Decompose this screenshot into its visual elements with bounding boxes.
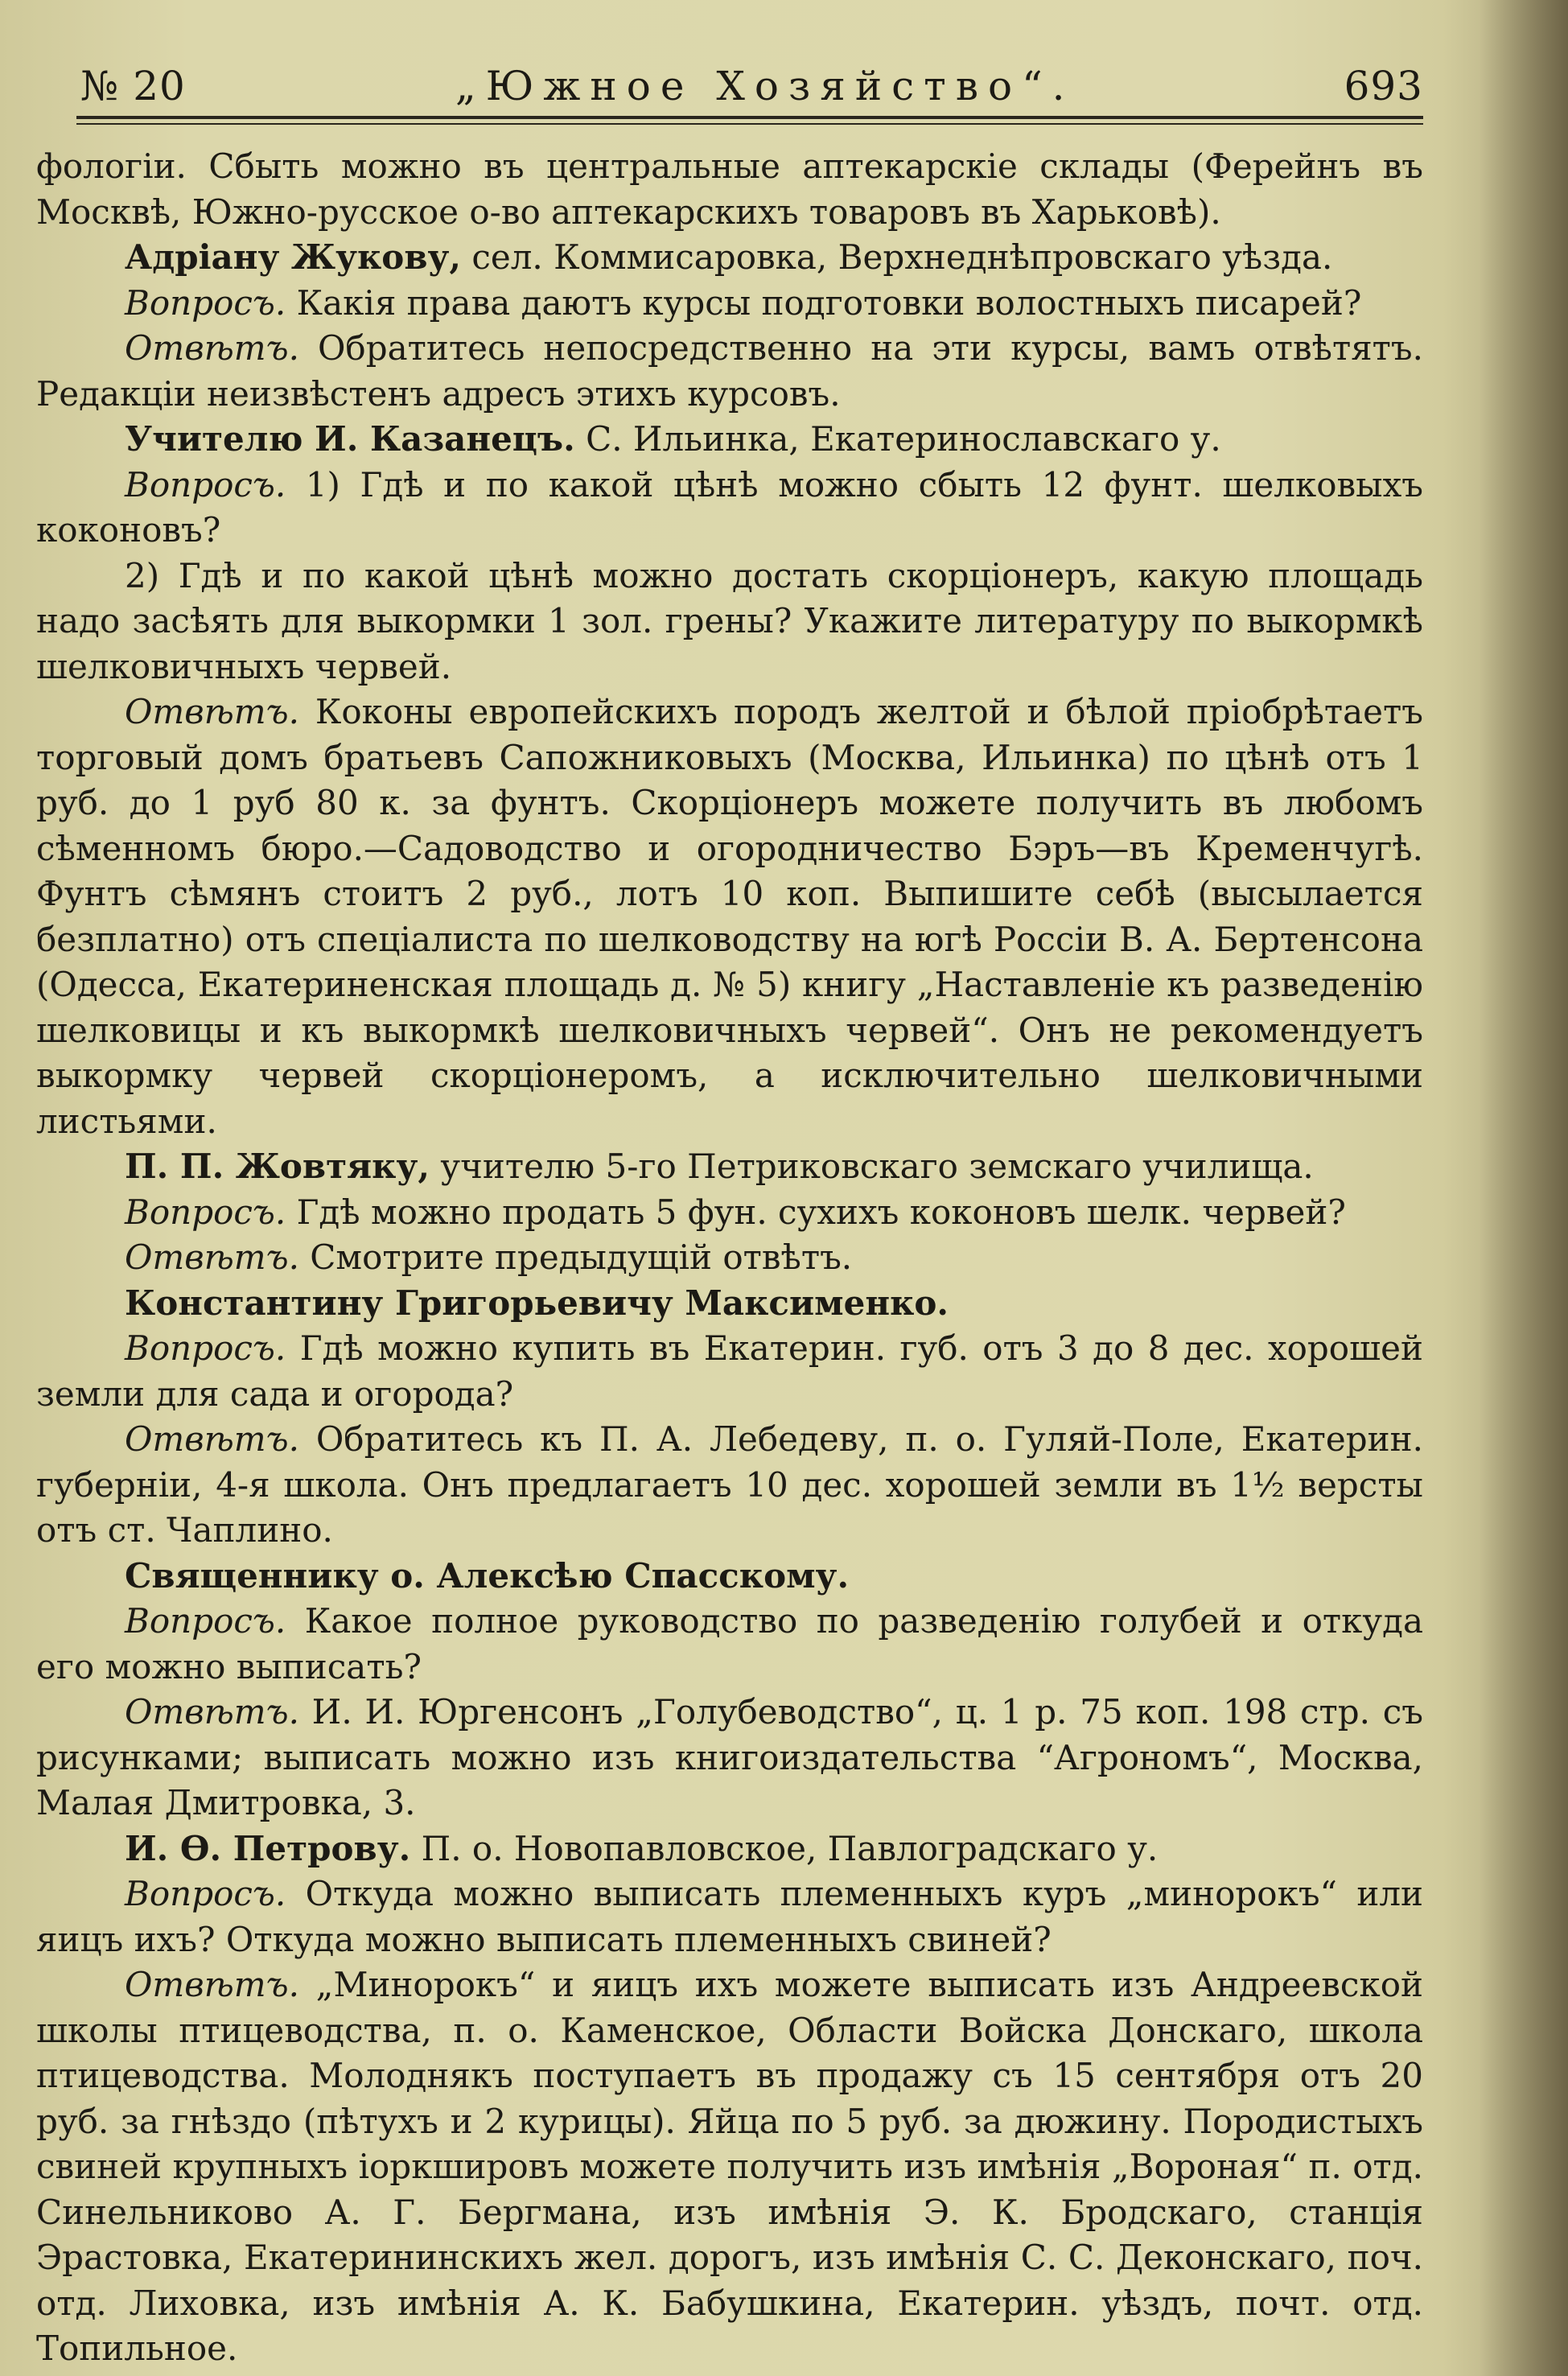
paragraph (36, 1235, 1423, 1281)
page-header (36, 63, 1423, 109)
addressee-name: Адріану Жукову, (125, 237, 462, 277)
qa-label: Вопросъ. (125, 1328, 286, 1368)
paragraph-text: Обратитесь непосредственно на эти курсы, вамъ отвѣтятъ. Редакціи неизвѣстенъ адресъ этихъ курсовъ. (36, 328, 1423, 414)
qa-label: Вопросъ. (125, 464, 286, 504)
paragraph (36, 1599, 1423, 1690)
addressee-name: Священнику о. Алексѣю Спасскому. (125, 1555, 850, 1596)
header-rule-thin (76, 123, 1423, 125)
paragraph-text: Какое полное руководство по разведенію голубей и откуда его можно выписать? (36, 1601, 1423, 1686)
addressee-name: И. Ѳ. Петрову. (125, 1828, 411, 1868)
page-number: 693 (1344, 63, 1423, 109)
qa-label: Отвѣтъ. (125, 1692, 299, 1732)
paragraph-text: С. Ильинка, Екатеринославскаго у. (574, 419, 1221, 459)
page-edge-shadow (1480, 0, 1568, 2376)
paragraph (36, 1554, 1423, 1600)
qa-label: Отвѣтъ. (125, 1965, 299, 2004)
paragraph (36, 1190, 1423, 1236)
qa-label: Вопросъ. (125, 1874, 286, 1913)
paragraph (36, 690, 1423, 1144)
header-rule (76, 116, 1423, 119)
addressee-name: П. П. Жовтяку, (125, 1147, 430, 1186)
article-body (36, 144, 1423, 2372)
paragraph-text: Коконы европейскихъ породъ желтой и бѣлой пріобрѣтаетъ торговый домъ братьевъ Сапожниковыхъ (Москва, Ильинка) по цѣнѣ отъ 1 руб. до 1 руб 80 к. за фунтъ. Скорціонеръ можете получить въ любомъ сѣменномъ бюро.—Садоводство и огородничество Бэръ—въ Кременчугѣ. Фунтъ сѣмянъ стоитъ 2 руб., лотъ 10 коп. Выпишите себѣ (высылается безплатно) отъ спеціалиста по шелководству на югѣ Россіи В. А. Бертенсона (Одесса, Екатериненская площадь д. № 5) книгу „Наставленіе къ разведенію шелковицы и къ выкормкѣ шелковичныхъ червей“. Онъ не рекомендуетъ выкормку червей скорціонеромъ, а исключительно шелковичными листьями. (36, 692, 1423, 1141)
paragraph (36, 1690, 1423, 1826)
addressee-name: Константину Григорьевичу Максименко. (125, 1283, 949, 1323)
paragraph-text: П. о. Новопавловское, Павлоградскаго у. (410, 1828, 1159, 1868)
qa-label: Вопросъ. (125, 282, 286, 323)
paragraph (36, 1962, 1423, 2372)
paragraph (36, 1826, 1423, 1872)
paragraph (36, 1281, 1423, 1327)
addressee-name: Учителю И. Казанецъ. (125, 419, 575, 459)
paragraph-text: Смотрите предыдущій отвѣтъ. (298, 1237, 853, 1277)
paragraph (36, 1872, 1423, 1962)
paragraph-text: „Минорокъ“ и яицъ ихъ можете выписать изъ Андреевской школы птицеводства, п. о. Каменское, Области Войска Донскаго, школа птицеводства. Молоднякъ поступаетъ въ продажу съ 15 сентября отъ 20 руб. за гнѣздо (пѣтухъ и 2 курицы). Яйца по 5 руб. за дюжину. Породистыхъ свиней крупныхъ іоркшировъ можете получить изъ имѣнія „Вороная“ п. отд. Синельниково А. Г. Бергмана, изъ имѣнія Э. К. Бродскаго, станція Эрастовка, Екатерининскихъ жел. дорогъ, изъ имѣнія С. С. Деконскаго, поч. отд. Лиховка, изъ имѣнія А. К. Бабушкина, Екатерин. уѣздъ, почт. отд. Топильное. (36, 1965, 1423, 2368)
issue-number: № 20 (80, 63, 186, 109)
paragraph: фологіи. Сбыть можно въ центральные аптекарскіе склады (Ферейнъ въ Москвѣ, Южно-русское о-во аптекарскихъ товаровъ въ Харьковѣ). (36, 146, 1423, 232)
qa-label: Отвѣтъ. (125, 328, 299, 368)
paragraph-text: Гдѣ можно купить въ Екатерин. губ. отъ 3 до 8 дес. хорошей земли для сада и огорода? (36, 1328, 1423, 1414)
paragraph (36, 1144, 1423, 1190)
qa-label: Вопросъ. (125, 1192, 286, 1232)
paragraph (36, 326, 1423, 417)
paragraph-text: Какія права даютъ курсы подготовки волостныхъ писарей? (286, 282, 1362, 323)
qa-label: Вопросъ. (125, 1601, 286, 1641)
qa-label: Отвѣтъ. (125, 1419, 299, 1459)
qa-label: Отвѣтъ. (125, 692, 299, 731)
journal-title: „Южное Хозяйство“. (455, 63, 1075, 109)
paragraph (36, 1326, 1423, 1417)
paragraph (36, 417, 1423, 463)
paragraph (36, 281, 1423, 327)
paragraph-text: Обратитесь къ П. А. Лебедеву, п. о. Гуляй-Поле, Екатерин. губерніи, 4-я школа. Онъ предлагаетъ 10 дес. хорошей земли въ 1½ версты отъ ст. Чаплино. (36, 1419, 1423, 1550)
qa-label: Отвѣтъ. (125, 1237, 299, 1277)
paragraph (36, 1417, 1423, 1554)
paragraph (36, 463, 1423, 554)
paragraph (36, 235, 1423, 281)
paragraph-text: И. И. Юргенсонъ „Голубеводство“, ц. 1 р. 75 коп. 198 стр. съ рисунками; выписать можно изъ книгоиздательства “Агрономъ“, Москва, Малая Дмитровка, 3. (36, 1692, 1423, 1822)
paragraph-text: Гдѣ можно продать 5 фун. сухихъ коконовъ шелк. червей? (286, 1192, 1346, 1232)
paragraph-text: Откуда можно выписать племенныхъ куръ „минорокъ“ или яицъ ихъ? Откуда можно выписать племенныхъ свиней? (36, 1874, 1423, 1959)
paragraph-text: учителю 5-го Петриковскаго земскаго училища. (430, 1147, 1314, 1186)
paragraph-text: сел. Коммисаровка, Верхнеднѣпровскаго уѣзда. (461, 237, 1333, 277)
paragraph-text: 1) Гдѣ и по какой цѣнѣ можно сбыть 12 фунт. шелковыхъ коконовъ? (36, 464, 1423, 550)
paragraph: 2) Гдѣ и по какой цѣнѣ можно достать скорціонеръ, какую площадь надо засѣять для выкормки 1 зол. грены? Укажите литературу по выкормкѣ шелковичныхъ червей. (36, 555, 1423, 686)
